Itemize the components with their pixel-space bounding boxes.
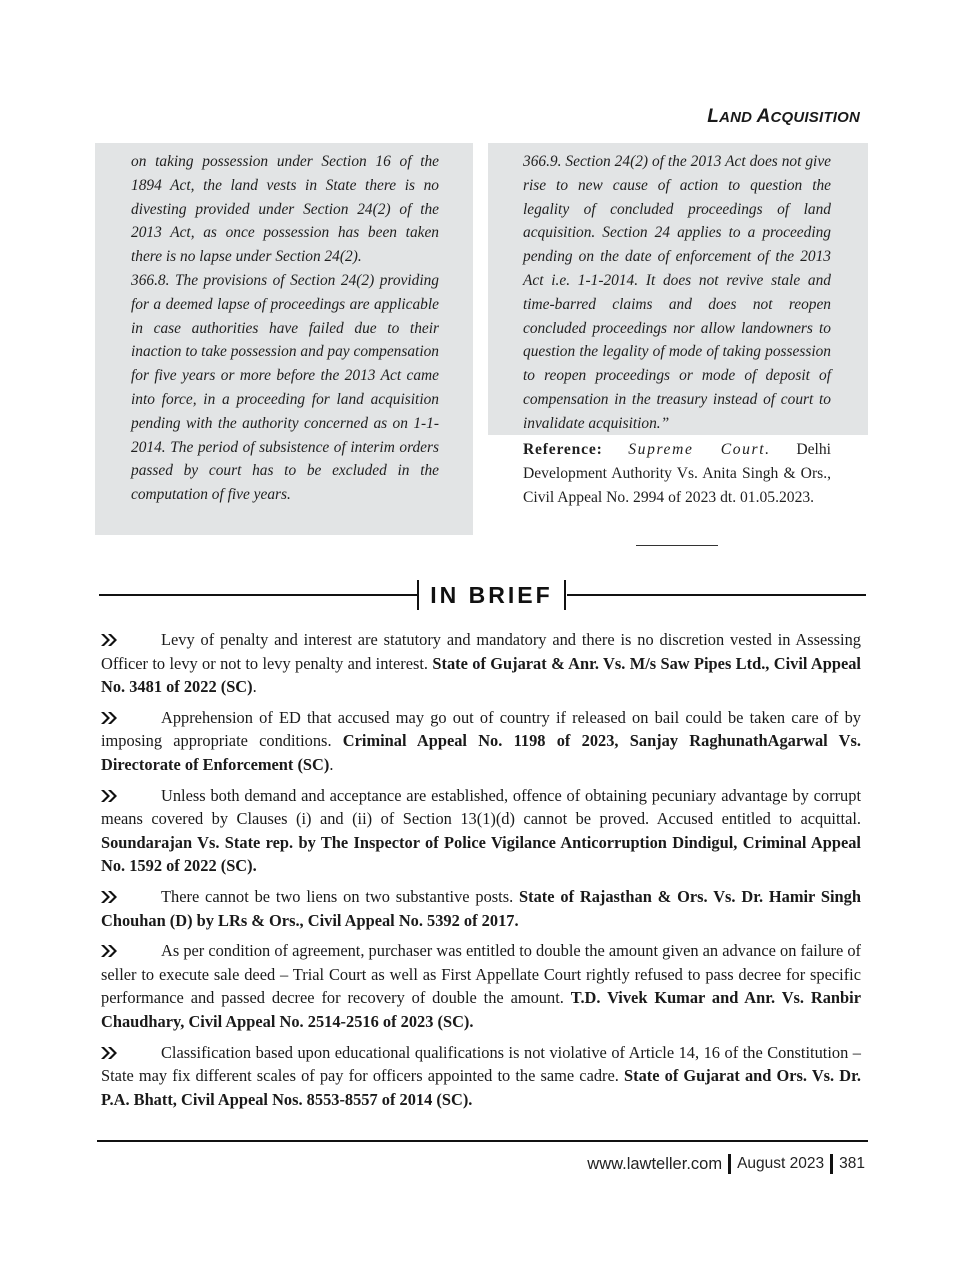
- reference-citation: [523, 438, 831, 509]
- footer-separator: [830, 1154, 833, 1174]
- page-number: 381: [839, 1155, 865, 1172]
- list-item: As per condition of agreement, purchaser was entitled to double the amount given an advance on failure of seller to execute sale deed – Trial Court as well as First Appellate Court rightly refused to pass decree for specific performance and passed decree for recovery of double the amount. T.D. Vivek Kumar and Anr. Vs. Ranbir Chaudhary, Civil Appeal No. 2514-2516 of 2023 (SC).: [101, 941, 862, 1031]
- left-column-text: [131, 150, 439, 507]
- double-chevron-icon: [100, 633, 120, 647]
- in-brief-list: [101, 628, 861, 1118]
- section-title: LAND ACQUISITION: [707, 106, 860, 127]
- right-paragraph: 366.9. Section 24(2) of the 2013 Act does not give rise to new cause of action to question the legality of concluded proceedings of land acquisition. Section 24 applies to a proceeding pending on the date of enforcement of the 2013 Act i.e. 1-1-2014. It does not revive stale and time-barred claims and does not reopen concluded proceedings nor allow landowners to question the legality of mode of taking possession to reopen proceedings or mode of deposit of compensation in the treasury instead of court to invalidate acquisition.”: [523, 153, 831, 432]
- list-item: Unless both demand and acceptance are established, offence of obtaining pecuniary advantage by corrupt means covered by Clauses (i) and (ii) of Section 13(1)(d) cannot be proved. Accused entitled to acquittal. Soundarajan Vs. State rep. by The Inspector of Police Vigilance Anticorruption Dindigul, Criminal Appeal No. 1592 of 2022 (SC).: [101, 785, 861, 876]
- right-column-text: [523, 150, 831, 436]
- list-item: Levy of penalty and interest are statutory and mandatory and there is no discretion vested in Assessing Officer to levy or not to levy penalty and interest. State of Gujarat & Anr. Vs. M/s Saw Pipes Ltd., Civil Appeal No. 3481 of 2022 (SC).: [101, 630, 861, 697]
- reference-court: Supreme Court.: [628, 441, 771, 458]
- double-chevron-icon: [100, 890, 120, 904]
- page-footer: [587, 1152, 865, 1176]
- footer-website: www.lawteller.com: [587, 1155, 723, 1173]
- list-item: There cannot be two liens on two substantive posts. State of Rajasthan & Ors. Vs. Dr. Hamir Singh Chouhan (D) by LRs & Ors., Civil Appeal No. 5392 of 2017.: [101, 886, 861, 930]
- footer-separator: [728, 1154, 731, 1174]
- end-rule: [636, 545, 718, 546]
- reference-label: Reference:: [523, 441, 603, 458]
- left-paragraph: on taking possession under Section 16 of the 1894 Act, the land vests in State there is no divesting provided under Section 24(2) of the 2013 Act, as once possession has been taken there is no lapse under Section 24(2).: [131, 153, 439, 266]
- double-chevron-icon: [100, 711, 120, 725]
- footer-rule: [97, 1140, 868, 1142]
- in-brief-rule-right: [567, 594, 866, 596]
- in-brief-heading: IN BRIEF: [430, 582, 553, 608]
- in-brief-bracket-right: [564, 580, 566, 610]
- list-item: Apprehension of ED that accused may go out of country if released on bail could be taken care of by imposing appropriate conditions. Criminal Appeal No. 1198 of 2023, Sanjay RaghunathAgarwal Vs. Directorate of Enforcement (SC).: [101, 707, 861, 774]
- double-chevron-icon: [100, 789, 120, 803]
- in-brief-rule-left: [99, 594, 417, 596]
- reference-case: Delhi Development Authority Vs. Anita Singh & Ors., Civil Appeal No. 2994 of 2023 dt. 01.05.2023.: [523, 441, 832, 506]
- double-chevron-icon: [100, 1046, 120, 1060]
- footer-issue: August 2023: [737, 1155, 825, 1172]
- double-chevron-icon: [100, 944, 120, 958]
- list-item: Classification based upon educational qualifications is not violative of Article 14, 16 of the Constitution – State may fix different scales of pay for officers appointed to the same cadre. State of Gujarat and Ors. Vs. Dr. P.A. Bhatt, Civil Appeal Nos. 8553-8557 of 2014 (SC).: [101, 1042, 861, 1109]
- left-paragraph: 366.8. The provisions of Section 24(2) providing for a deemed lapse of proceedings are applicable in case authorities have failed due to their inaction to take possession and pay compensation for five years or more before the 2013 Act came into force, in a proceeding for land acquisition pending with the authority concerned as on 1-1-2014. The period of subsistence of interim orders passed by court has to be excluded in the computation of five years.: [131, 271, 439, 504]
